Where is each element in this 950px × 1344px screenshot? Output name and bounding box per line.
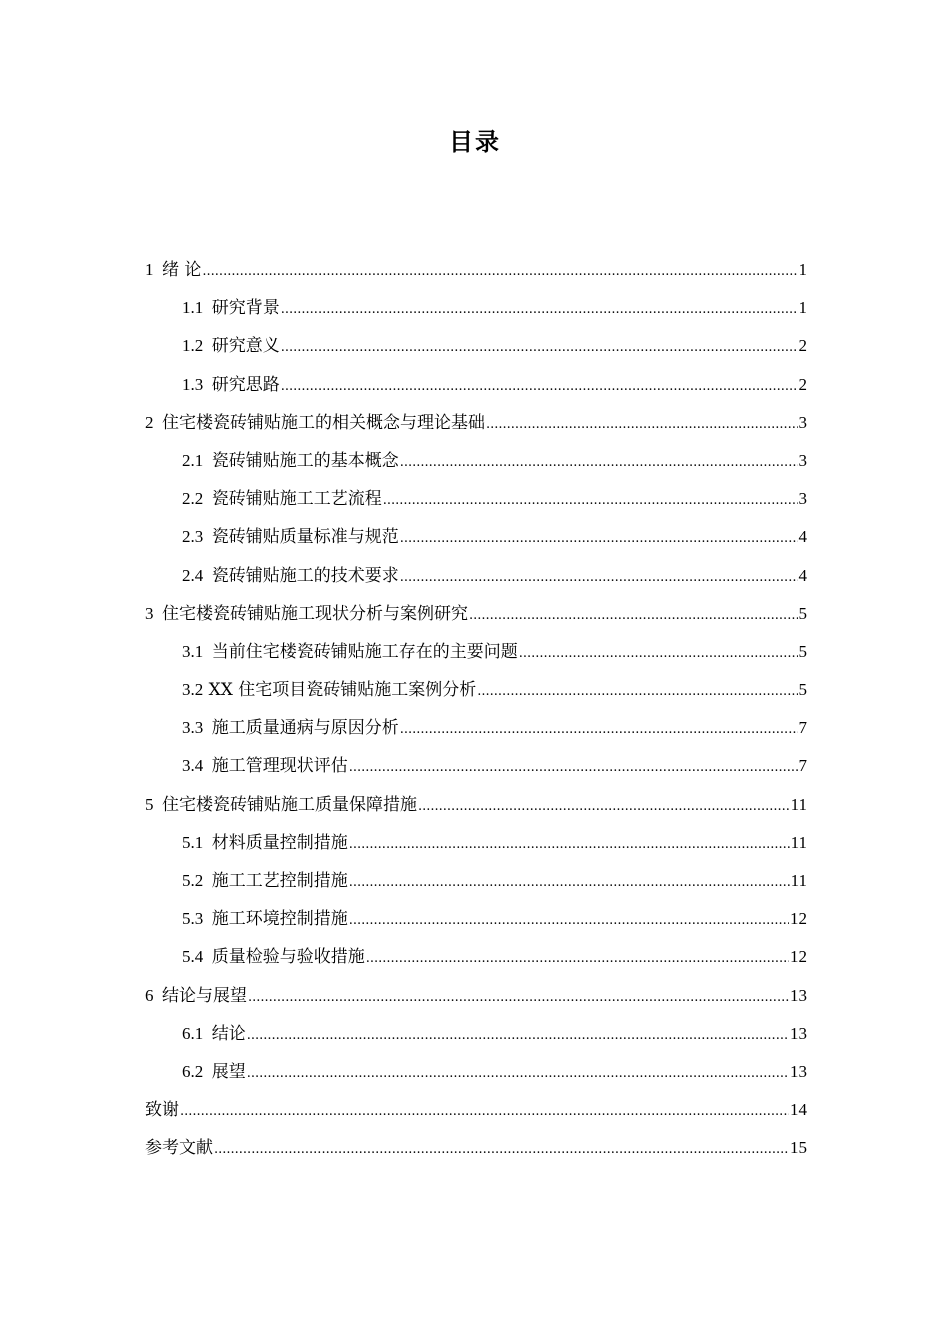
toc-leader-dots bbox=[281, 329, 798, 367]
page-title: 目录 bbox=[449, 128, 501, 156]
toc-entry-label: 研究背景 bbox=[211, 298, 280, 319]
toc-page-number: 3 bbox=[798, 489, 807, 509]
toc-entry-title bbox=[182, 938, 365, 976]
toc-entry-title bbox=[182, 327, 280, 365]
toc-entry[interactable] bbox=[145, 404, 807, 442]
toc-page-number: 7 bbox=[798, 756, 807, 776]
toc-leader-dots bbox=[519, 635, 798, 673]
toc-page-number: 5 bbox=[798, 680, 807, 700]
toc-entry-title bbox=[182, 518, 399, 556]
toc-entry-label: 施工管理现状评估 bbox=[211, 756, 348, 777]
toc-page-number: 3 bbox=[798, 450, 807, 470]
toc-leader-dots bbox=[400, 711, 798, 749]
toc-entry[interactable] bbox=[145, 747, 807, 785]
toc-entry[interactable] bbox=[145, 1053, 807, 1091]
toc-entry-label: 瓷砖铺贴施工工艺流程 bbox=[211, 489, 382, 510]
toc-entry-title bbox=[182, 442, 399, 480]
toc-leader-dots bbox=[214, 1131, 789, 1169]
toc-entry-title bbox=[182, 1015, 246, 1053]
toc-page-number: 1 bbox=[798, 298, 807, 318]
toc-leader-dots bbox=[281, 368, 798, 406]
toc-entry-title bbox=[182, 366, 280, 404]
toc-entry-title bbox=[145, 786, 417, 824]
toc-entry-title bbox=[182, 633, 518, 671]
toc-entry[interactable] bbox=[145, 671, 807, 709]
toc-page-number: 15 bbox=[790, 1138, 807, 1158]
toc-entry-label: 施工环境控制措施 bbox=[211, 909, 348, 930]
toc-entry-number: 3.3 bbox=[182, 718, 204, 738]
toc-entry-title bbox=[182, 862, 348, 900]
toc-entry-title bbox=[182, 289, 280, 327]
toc-entry-title bbox=[182, 900, 348, 938]
toc-entry[interactable] bbox=[145, 862, 807, 900]
toc-entry-number: 1.2 bbox=[182, 336, 204, 356]
toc-entry[interactable] bbox=[145, 633, 807, 671]
toc-entry[interactable] bbox=[145, 518, 807, 556]
toc-entry-number: 1.3 bbox=[182, 374, 204, 394]
toc-leader-dots bbox=[349, 749, 798, 787]
toc-entry-label: 瓷砖铺贴质量标准与规范 bbox=[211, 527, 399, 548]
toc-entry-number: 6 bbox=[145, 985, 154, 1005]
toc-leader-dots bbox=[469, 597, 798, 635]
toc-entry[interactable] bbox=[145, 366, 807, 404]
toc-entry-number: 6.2 bbox=[182, 1061, 204, 1081]
toc-leader-dots bbox=[349, 864, 790, 902]
toc-page-number: 2 bbox=[798, 336, 807, 356]
toc-entry-title bbox=[145, 404, 485, 442]
toc-entry[interactable] bbox=[145, 289, 807, 327]
toc-entry-label: 参考文献 bbox=[145, 1138, 213, 1159]
toc-entry-title bbox=[182, 480, 382, 518]
toc-page-number: 5 bbox=[798, 603, 807, 623]
toc-leader-dots bbox=[281, 291, 798, 329]
toc-page-number: 4 bbox=[798, 565, 807, 585]
toc-entry-title bbox=[182, 747, 348, 785]
toc-page-number: 13 bbox=[790, 1061, 807, 1081]
toc-leader-dots bbox=[477, 673, 797, 711]
toc-page-number: 13 bbox=[790, 985, 807, 1005]
toc-entry-label: 施工工艺控制措施 bbox=[211, 871, 348, 891]
toc-entry[interactable] bbox=[145, 480, 807, 518]
toc-entry-title bbox=[182, 824, 348, 862]
toc-leader-dots bbox=[247, 1055, 789, 1093]
toc-entry-label: 研究思路 bbox=[211, 374, 280, 395]
toc-page-number: 11 bbox=[790, 871, 807, 890]
toc-entry-title bbox=[145, 595, 468, 633]
toc-entry[interactable] bbox=[145, 251, 807, 289]
toc-entry[interactable] bbox=[145, 442, 807, 480]
toc-entry-title bbox=[182, 557, 399, 595]
table-of-contents bbox=[145, 251, 807, 1168]
toc-entry-number: 1 bbox=[145, 260, 154, 279]
toc-leader-dots bbox=[383, 482, 798, 520]
toc-entry-label: 绪 论 bbox=[162, 260, 202, 280]
toc-entry-number: 5.4 bbox=[182, 947, 204, 967]
toc-leader-dots bbox=[202, 253, 797, 291]
toc-entry-label: 结论 bbox=[211, 1023, 246, 1044]
toc-entry-title bbox=[145, 1091, 179, 1129]
toc-page-number: 4 bbox=[798, 527, 807, 547]
toc-entry[interactable] bbox=[145, 938, 807, 976]
toc-page-number: 11 bbox=[790, 832, 807, 852]
toc-entry-number: 5 bbox=[145, 794, 154, 814]
toc-leader-dots bbox=[349, 826, 790, 864]
toc-entry-number: 3.1 bbox=[182, 641, 204, 661]
toc-entry-label: 材料质量控制措施 bbox=[211, 832, 348, 853]
toc-entry-label: 住宅楼瓷砖铺贴施工质量保障措施 bbox=[162, 794, 417, 815]
toc-entry-label: 当前住宅楼瓷砖铺贴施工存在的主要问题 bbox=[211, 641, 518, 662]
toc-entry-label: 住宅楼瓷砖铺贴施工现状分析与案例研究 bbox=[162, 603, 468, 624]
toc-page-number: 5 bbox=[798, 641, 807, 661]
toc-entry[interactable] bbox=[145, 709, 807, 747]
toc-entry-number: 2 bbox=[145, 412, 154, 432]
toc-leader-dots bbox=[400, 559, 798, 597]
toc-leader-dots bbox=[486, 406, 798, 444]
toc-entry[interactable] bbox=[145, 977, 807, 1015]
toc-entry-number: 3 bbox=[145, 603, 154, 623]
toc-entry-label: XX 住宅项目瓷砖铺贴施工案例分析 bbox=[208, 680, 477, 701]
toc-entry-label: 致谢 bbox=[145, 1100, 179, 1121]
toc-entry-number: 6.1 bbox=[182, 1023, 204, 1043]
toc-entry-number: 2.1 bbox=[182, 450, 204, 470]
toc-entry-number: 3.4 bbox=[182, 756, 204, 776]
toc-page-number: 12 bbox=[790, 909, 807, 929]
toc-entry-label: 结论与展望 bbox=[162, 985, 247, 1006]
toc-entry-label: 展望 bbox=[211, 1061, 246, 1082]
toc-entry-number: 3.2 bbox=[182, 680, 204, 700]
toc-entry[interactable] bbox=[145, 786, 807, 824]
toc-entry-number: 5.3 bbox=[182, 909, 204, 929]
toc-page-number: 12 bbox=[790, 947, 807, 967]
toc-entry[interactable] bbox=[145, 1129, 807, 1167]
toc-leader-dots bbox=[248, 979, 789, 1017]
toc-page-number: 1 bbox=[798, 260, 807, 279]
toc-entry-title bbox=[182, 1053, 246, 1091]
toc-entry[interactable] bbox=[145, 595, 807, 633]
toc-leader-dots bbox=[418, 788, 790, 826]
toc-page-number: 3 bbox=[798, 412, 807, 432]
toc-page-number: 7 bbox=[798, 718, 807, 738]
toc-entry-label: 住宅楼瓷砖铺贴施工的相关概念与理论基础 bbox=[162, 412, 485, 433]
toc-entry-title bbox=[145, 1129, 213, 1167]
toc-page-number: 2 bbox=[798, 374, 807, 394]
toc-leader-dots bbox=[400, 444, 798, 482]
toc-entry-number: 1.1 bbox=[182, 298, 204, 318]
toc-leader-dots bbox=[180, 1093, 789, 1131]
toc-entry-title bbox=[145, 251, 201, 289]
toc-entry[interactable] bbox=[145, 327, 807, 365]
toc-entry-label: 瓷砖铺贴施工的基本概念 bbox=[211, 450, 399, 471]
toc-page-number: 11 bbox=[790, 794, 807, 814]
toc-entry[interactable] bbox=[145, 1091, 807, 1129]
toc-entry-number: 5.1 bbox=[182, 832, 204, 852]
toc-entry-title bbox=[182, 671, 476, 709]
toc-entry[interactable] bbox=[145, 824, 807, 862]
toc-entry-label: 瓷砖铺贴施工的技术要求 bbox=[211, 565, 399, 586]
toc-leader-dots bbox=[400, 520, 798, 558]
toc-entry-label: 施工质量通病与原因分析 bbox=[211, 718, 399, 739]
toc-page-number: 14 bbox=[790, 1100, 807, 1120]
toc-entry-label: 质量检验与验收措施 bbox=[211, 947, 365, 968]
toc-leader-dots bbox=[247, 1017, 789, 1055]
toc-leader-dots bbox=[349, 902, 789, 940]
toc-entry-title bbox=[182, 709, 399, 747]
toc-entry-number: 2.2 bbox=[182, 489, 204, 509]
toc-entry-title bbox=[145, 977, 247, 1015]
toc-page-number: 13 bbox=[790, 1023, 807, 1043]
toc-entry-number: 2.3 bbox=[182, 527, 204, 547]
toc-entry-label: 研究意义 bbox=[211, 336, 280, 357]
toc-entry[interactable] bbox=[145, 557, 807, 595]
toc-entry-number: 2.4 bbox=[182, 565, 204, 585]
toc-entry[interactable] bbox=[145, 1015, 807, 1053]
toc-entry-number: 5.2 bbox=[182, 871, 204, 890]
toc-entry[interactable] bbox=[145, 900, 807, 938]
toc-leader-dots bbox=[366, 940, 789, 978]
